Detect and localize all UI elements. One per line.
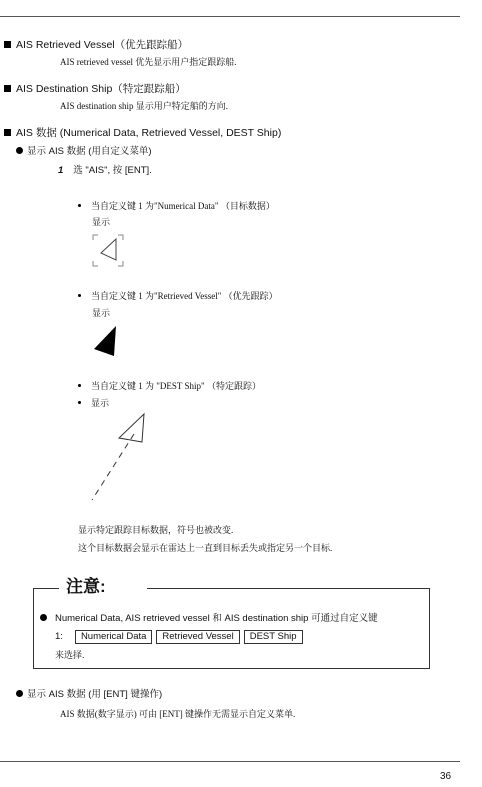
square-bullet-icon <box>4 41 11 48</box>
section-heading-destination-ship: AIS Destination Ship（特定跟踪船） <box>4 82 186 96</box>
round-bullet-icon <box>16 147 23 154</box>
note-box-top-right-border <box>147 588 429 589</box>
bullet-numerical-data: 当自定义键 1 为"Numerical Data" （目标数据） <box>78 200 275 212</box>
bullet-retrieved-vessel: 当自定义键 1 为"Retrieved Vessel" （优先跟踪） <box>78 290 278 302</box>
subheading-custom-menu: 显示 AIS 数据 (用自定义菜单) <box>16 145 152 158</box>
key-dest-ship: DEST Ship <box>244 630 303 644</box>
bullet-dest-ship-display: 显示 <box>78 397 109 409</box>
bullet-retrieved-vessel-display-label: 显示 <box>92 308 111 318</box>
footer-rule <box>0 761 460 762</box>
page-number: 36 <box>440 771 452 782</box>
note-box <box>33 588 430 669</box>
retrieved-vessel-symbol-icon <box>90 324 120 358</box>
retrieved-vessel-description: AIS retrieved vessel 优先显示用户指定跟踪船. <box>60 57 237 67</box>
step-number: 1 <box>58 165 64 176</box>
note-box-top-left-border <box>33 588 59 589</box>
dest-ship-note-line-1: 显示特定跟踪目标数据，符号也被改变. <box>78 525 234 535</box>
small-bullet-icon <box>78 294 81 297</box>
destination-ship-description: AIS destination ship 显示用户特定船的方向. <box>60 101 228 111</box>
step-1 <box>58 164 152 177</box>
note-title: 注意: <box>66 577 106 596</box>
small-bullet-icon <box>78 204 81 207</box>
small-bullet-icon <box>78 384 81 387</box>
round-bullet-icon <box>16 690 23 697</box>
key-numerical-data: Numerical Data <box>75 630 152 644</box>
note-line-2 <box>55 630 307 644</box>
small-bullet-icon <box>78 401 81 404</box>
bullet-numerical-data-display-label: 显示 <box>92 217 111 227</box>
ent-key-description: AIS 数据(数字显示) 可由 [ENT] 键操作无需显示自定义菜单. <box>60 709 296 719</box>
numerical-data-symbol-icon <box>92 234 124 268</box>
note-line-1: Numerical Data, AIS retrieved vessel 和 AIS destination ship 可通过自定义键 <box>40 612 430 625</box>
bullet-dest-ship: 当自定义键 1 为 "DEST Ship" （特定跟踪） <box>78 380 261 392</box>
note-key-prefix: 1: <box>55 631 63 642</box>
round-bullet-icon <box>40 614 47 621</box>
dest-ship-note-line-2: 这个目标数据会显示在雷达上一直到目标丢失或指定另一个目标. <box>78 543 333 553</box>
note-line-3: 来选择. <box>55 650 85 660</box>
key-retrieved-vessel: Retrieved Vessel <box>156 630 239 644</box>
header-rule <box>0 16 460 17</box>
subheading-ent-key: 显示 AIS 数据 (用 [ENT] 键操作) <box>16 688 162 701</box>
section-heading-retrieved-vessel: AIS Retrieved Vessel（优先跟踪船） <box>4 38 188 52</box>
square-bullet-icon <box>4 85 11 92</box>
dest-ship-symbol-icon <box>88 410 150 502</box>
square-bullet-icon <box>4 129 11 136</box>
step-text: 选 "AIS", 按 [ENT]. <box>73 165 152 176</box>
section-heading-ais-data: AIS 数据 (Numerical Data, Retrieved Vessel, DEST Ship) <box>4 126 281 140</box>
